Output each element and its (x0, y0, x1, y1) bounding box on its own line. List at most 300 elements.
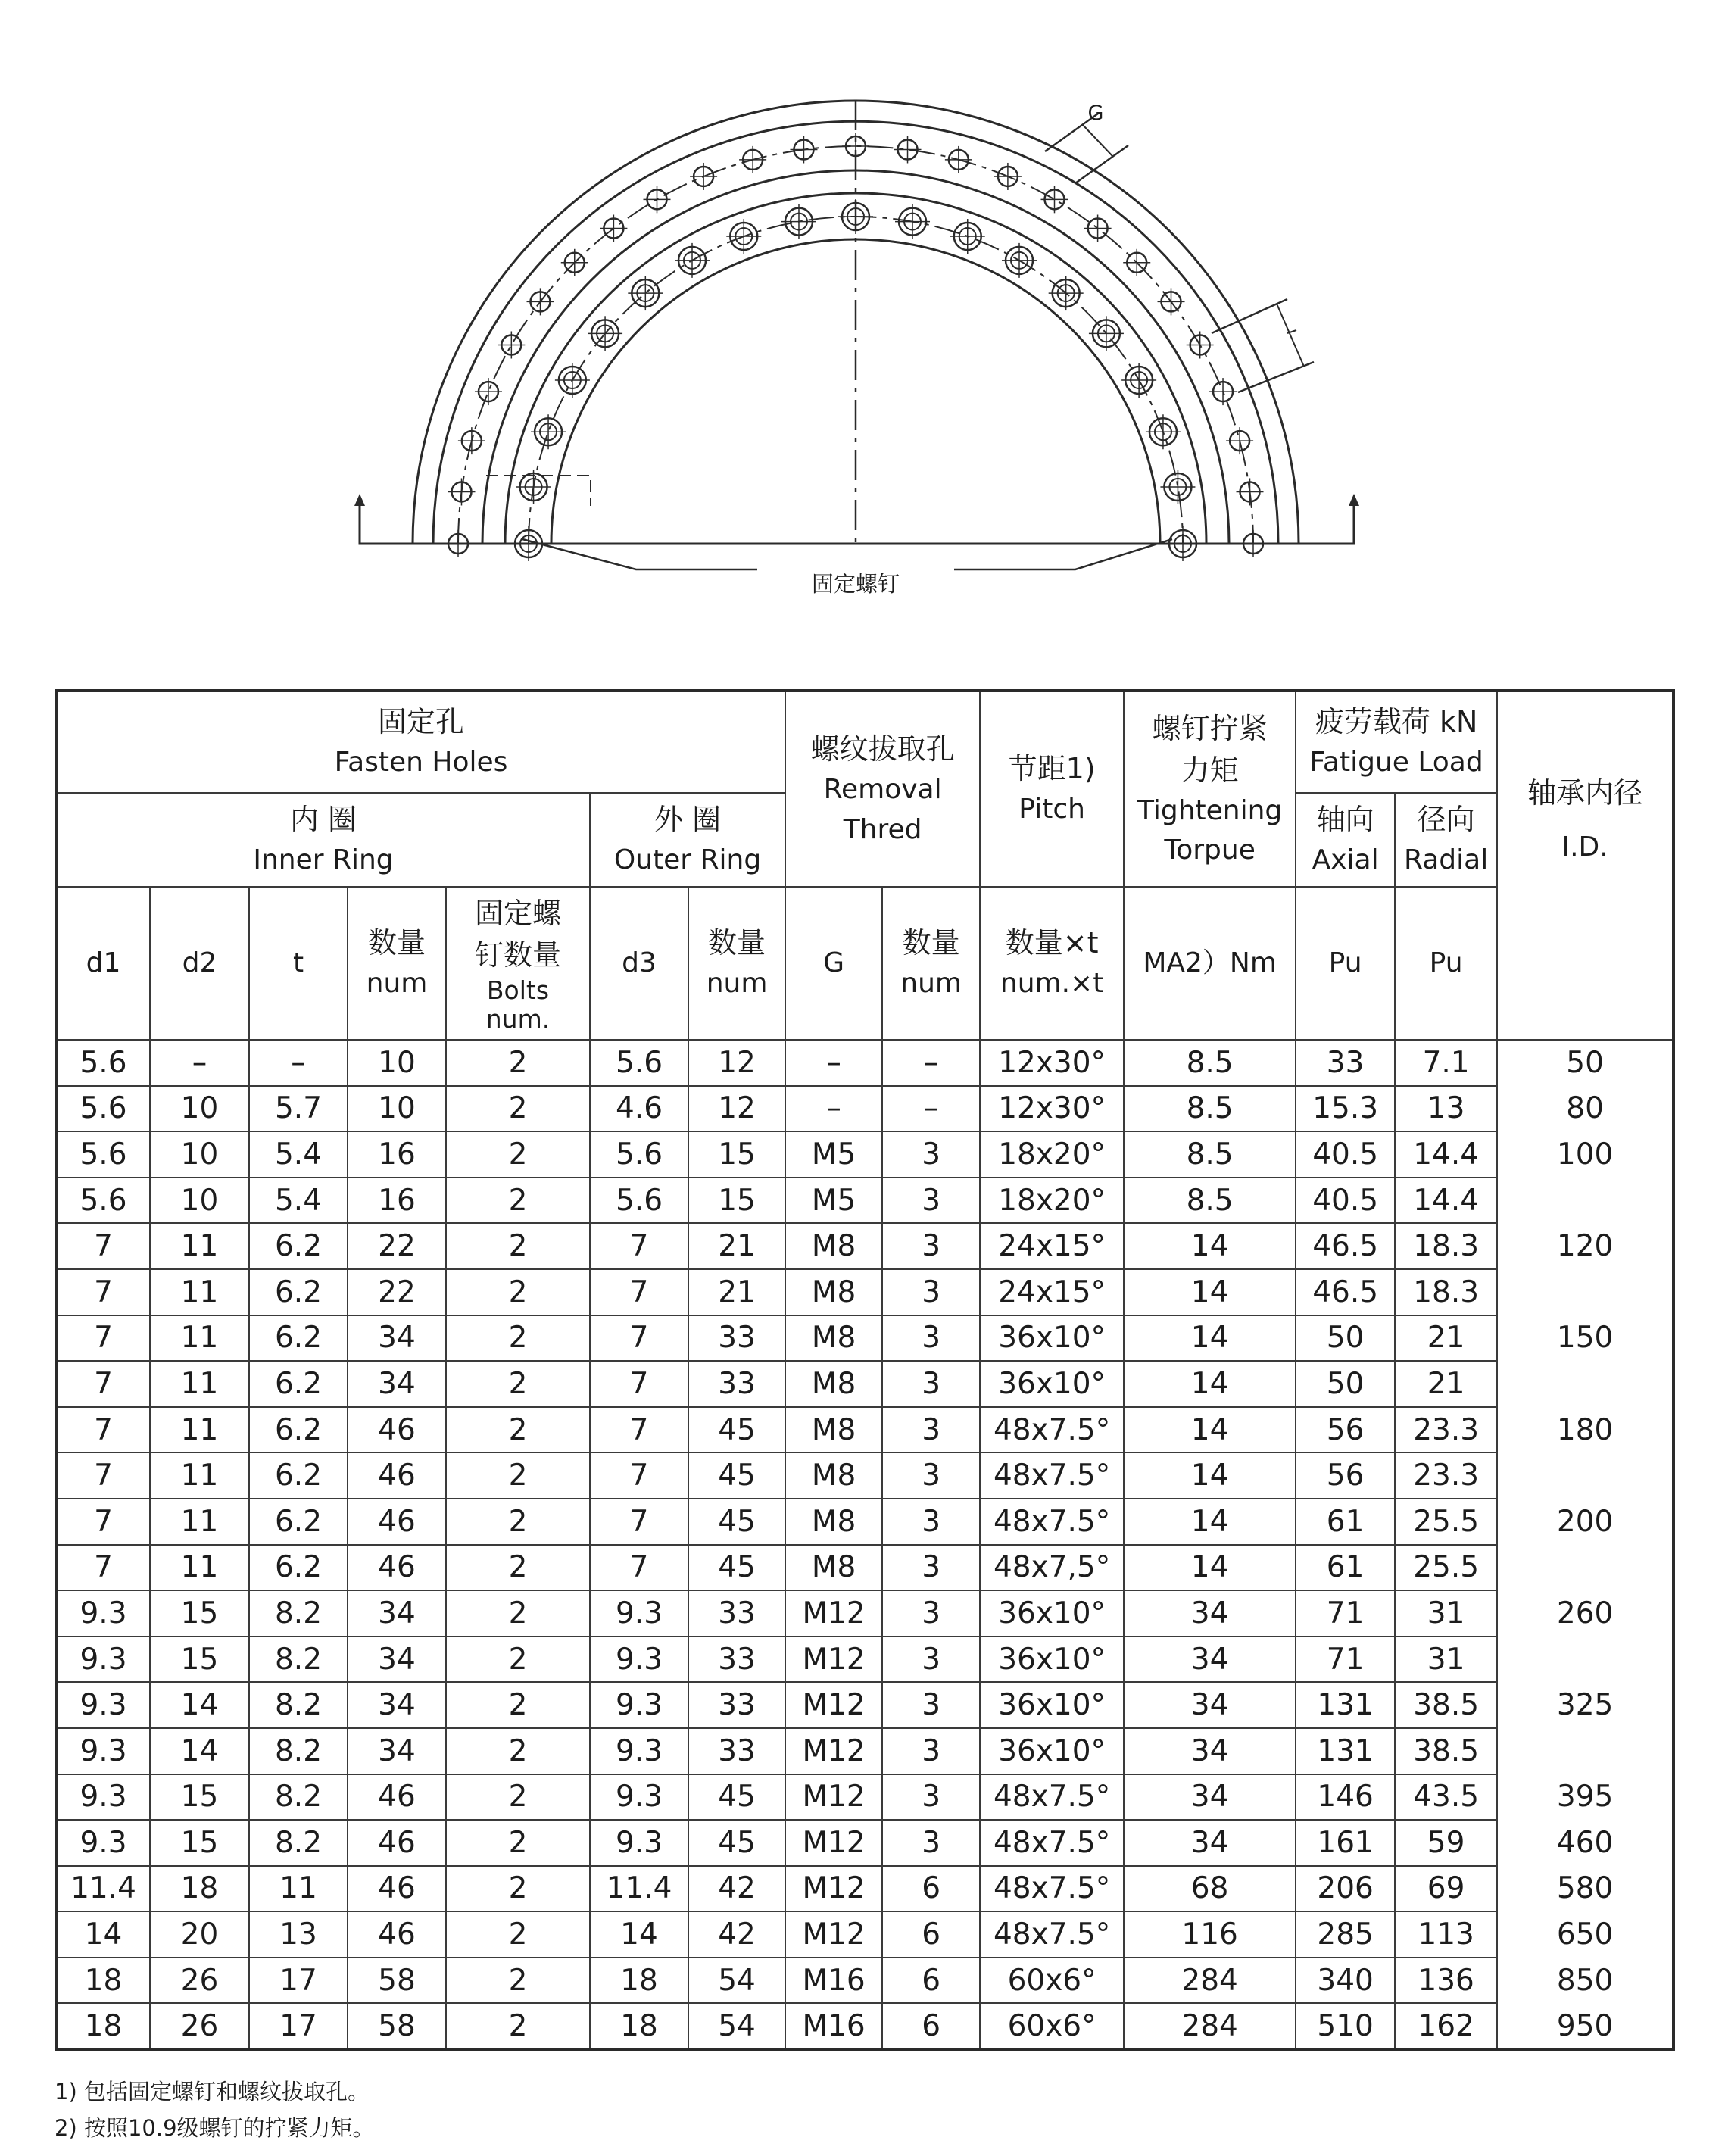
table-cell: 206 (1296, 1866, 1395, 1912)
table-cell: 7 (56, 1545, 150, 1591)
table-cell: 3 (882, 1728, 980, 1774)
table-cell: 7 (590, 1499, 688, 1545)
table-cell: 162 (1395, 2003, 1497, 2050)
table-row (56, 1086, 1674, 1132)
table-cell: 48x7.5° (980, 1407, 1124, 1453)
table-cell: M12 (785, 1866, 882, 1912)
table-row (56, 1178, 1674, 1224)
table-cell: 116 (1124, 1911, 1296, 1958)
table-cell: 3 (882, 1315, 980, 1362)
bolt-hole (1002, 243, 1037, 278)
table-cell: 14 (150, 1728, 249, 1774)
table-cell: 14.4 (1395, 1178, 1497, 1224)
table-cell: 850 (1497, 1958, 1674, 2004)
table-cell: 22 (348, 1223, 446, 1269)
table-cell: 31 (1395, 1590, 1497, 1637)
table-cell: 34 (1124, 1637, 1296, 1683)
table-cell: 36x10° (980, 1590, 1124, 1637)
table-cell: 580 (1497, 1866, 1674, 1912)
table-cell: M12 (785, 1590, 882, 1637)
table-cell: 2 (446, 1407, 590, 1453)
table-cell: 46.5 (1296, 1269, 1395, 1315)
bolt-hole (1041, 186, 1068, 213)
table-cell: 45 (688, 1545, 785, 1591)
table-cell: 2 (446, 1315, 590, 1362)
table-cell: 7 (590, 1407, 688, 1453)
col-d2: d2 (150, 887, 249, 1040)
table-cell: 36x10° (980, 1361, 1124, 1407)
table-cell: 14 (1124, 1545, 1296, 1591)
table-cell: M12 (785, 1728, 882, 1774)
bolt-hole (790, 136, 817, 163)
table-cell: 58 (348, 1958, 446, 2004)
table-cell: 15 (688, 1131, 785, 1178)
footnote-2: 2) 按照10.9级螺钉的拧紧力矩。 (55, 2115, 375, 2141)
table-cell: M8 (785, 1545, 882, 1591)
table-cell: 16 (348, 1131, 446, 1178)
table-cell: 7 (590, 1361, 688, 1407)
bolt-hole (895, 204, 930, 239)
table-cell: 9.3 (590, 1728, 688, 1774)
table-cell: – (785, 1040, 882, 1086)
table-cell: 7 (56, 1361, 150, 1407)
table-cell: 11 (150, 1499, 249, 1545)
table-row (56, 1911, 1674, 1958)
tightening-torque-header: 螺钉拧紧 力矩 Tightening Torpue (1124, 691, 1296, 887)
table-cell: 18x20° (980, 1131, 1124, 1178)
table-cell: 3 (882, 1407, 980, 1453)
table-row (56, 1131, 1674, 1178)
table-cell: 260 (1497, 1590, 1674, 1637)
table-cell: 2 (446, 1361, 590, 1407)
table-cell: 60x6° (980, 2003, 1124, 2050)
table-cell: 6 (882, 1958, 980, 2004)
table-cell: 48x7.5° (980, 1452, 1124, 1499)
table-cell: 2 (446, 1590, 590, 1637)
table-cell: 8.2 (249, 1637, 348, 1683)
bolt-hole (894, 136, 922, 163)
table-cell: 10 (348, 1086, 446, 1132)
table-cell: 2 (446, 1866, 590, 1912)
col-t: t (249, 887, 348, 1040)
table-cell: 9.3 (56, 1637, 150, 1683)
table-cell: M5 (785, 1178, 882, 1224)
table-cell: 48x7.5° (980, 1499, 1124, 1545)
bolt-hole (950, 219, 985, 254)
table-cell: 4.6 (590, 1086, 688, 1132)
table-cell: 3 (882, 1178, 980, 1224)
bolt-hole (628, 276, 663, 310)
footnotes (55, 2073, 375, 2146)
table-cell: M8 (785, 1223, 882, 1269)
table-row (56, 1820, 1674, 1866)
table-cell: 285 (1296, 1911, 1395, 1958)
bolt-hole (644, 186, 671, 213)
bolt-hole (690, 163, 717, 190)
table-cell: 950 (1497, 2003, 1674, 2050)
table-cell: 18x20° (980, 1178, 1124, 1224)
table-cell: – (882, 1040, 980, 1086)
table-row (56, 1407, 1674, 1453)
table-cell: 25.5 (1395, 1545, 1497, 1591)
table-cell: 13 (249, 1911, 348, 1958)
bolt-hole (1226, 427, 1253, 454)
col-d1: d1 (56, 887, 150, 1040)
table-cell: M12 (785, 1682, 882, 1728)
table-cell: 68 (1124, 1866, 1296, 1912)
table-cell: 34 (348, 1590, 446, 1637)
table-cell: 56 (1296, 1452, 1395, 1499)
table-cell: 36x10° (980, 1315, 1124, 1362)
table-cell: 26 (150, 2003, 249, 2050)
table-cell: 5.6 (590, 1178, 688, 1224)
table-cell: 2 (446, 1452, 590, 1499)
table-cell: 131 (1296, 1682, 1395, 1728)
table-cell: 5.4 (249, 1178, 348, 1224)
table-cell: M12 (785, 1774, 882, 1821)
table-cell: 17 (249, 1958, 348, 2004)
table-cell: – (249, 1040, 348, 1086)
table-cell: 15 (150, 1590, 249, 1637)
table-cell: 3 (882, 1820, 980, 1866)
table-cell: 7 (56, 1315, 150, 1362)
table-cell: 14 (1124, 1452, 1296, 1499)
table-cell: 34 (348, 1728, 446, 1774)
table-cell: 113 (1395, 1911, 1497, 1958)
bolt-hole (945, 146, 972, 173)
table-cell: 40.5 (1296, 1178, 1395, 1224)
table-cell: 2 (446, 1499, 590, 1545)
table-cell: 20 (150, 1911, 249, 1958)
table-cell: 10 (150, 1131, 249, 1178)
table-cell: 5.6 (56, 1131, 150, 1178)
table-cell: 12x30° (980, 1086, 1124, 1132)
table-cell: 14.4 (1395, 1131, 1497, 1178)
table-cell: 34 (1124, 1820, 1296, 1866)
table-cell: 2 (446, 1131, 590, 1178)
table-cell: 120 (1497, 1223, 1674, 1269)
table-cell: 45 (688, 1499, 785, 1545)
table-cell: 34 (1124, 1728, 1296, 1774)
table-row (56, 2003, 1674, 2050)
table-cell: 7 (56, 1407, 150, 1453)
table-cell (1497, 1178, 1674, 1224)
table-cell: M12 (785, 1820, 882, 1866)
table-cell: 33 (688, 1315, 785, 1362)
table-cell: 17 (249, 2003, 348, 2050)
table-cell: 46 (348, 1820, 446, 1866)
table-row (56, 1269, 1674, 1315)
table-cell: 18 (56, 2003, 150, 2050)
table-cell: 3 (882, 1590, 980, 1637)
fatigue-load-header: 疲劳载荷 kN Fatigue Load (1296, 691, 1497, 793)
table-cell: 46 (348, 1452, 446, 1499)
table-cell: 80 (1497, 1086, 1674, 1132)
table-cell: 71 (1296, 1637, 1395, 1683)
table-cell: 43.5 (1395, 1774, 1497, 1821)
table-cell: 18.3 (1395, 1269, 1497, 1315)
table-cell: 24x15° (980, 1269, 1124, 1315)
table-cell: 9.3 (56, 1820, 150, 1866)
table-cell: 45 (688, 1407, 785, 1453)
table-cell: 33 (688, 1682, 785, 1728)
bolt-hole (739, 146, 766, 173)
fix-screw-label: 固定螺钉 (811, 571, 900, 597)
table-cell: 11 (150, 1545, 249, 1591)
bolt-hole (675, 243, 710, 278)
footnote-1: 1) 包括固定螺钉和螺纹拔取孔。 (55, 2079, 370, 2105)
table-cell: 14 (1124, 1269, 1296, 1315)
table-cell: 6.2 (249, 1269, 348, 1315)
table-cell: 40.5 (1296, 1131, 1395, 1178)
table-row (56, 1637, 1674, 1683)
table-cell: 34 (348, 1637, 446, 1683)
bolt-hole (1084, 214, 1112, 242)
table-cell: 146 (1296, 1774, 1395, 1821)
table-cell: 34 (1124, 1774, 1296, 1821)
table-cell: 38.5 (1395, 1682, 1497, 1728)
table-cell: 3 (882, 1361, 980, 1407)
bolt-hole (448, 478, 475, 505)
table-cell: 650 (1497, 1911, 1674, 1958)
table-cell: 7 (590, 1545, 688, 1591)
table-cell: 3 (882, 1131, 980, 1178)
table-cell: 7 (590, 1315, 688, 1362)
table-cell: 9.3 (56, 1682, 150, 1728)
table-cell: 3 (882, 1637, 980, 1683)
table-cell: M8 (785, 1315, 882, 1362)
table-cell: 150 (1497, 1315, 1674, 1362)
bolt-hole (994, 163, 1022, 190)
table-cell: 33 (688, 1361, 785, 1407)
table-cell: 3 (882, 1223, 980, 1269)
table-cell: 13 (1395, 1086, 1497, 1132)
table-cell (1497, 1361, 1674, 1407)
table-cell: 45 (688, 1820, 785, 1866)
table-cell: 9.3 (56, 1728, 150, 1774)
table-cell: 11 (150, 1223, 249, 1269)
inner-ring-header: 内 圈 Inner Ring (56, 793, 590, 887)
table-cell: 56 (1296, 1407, 1395, 1453)
bolt-hole (1209, 378, 1237, 405)
table-cell: 284 (1124, 2003, 1296, 2050)
table-cell: M8 (785, 1452, 882, 1499)
table-cell: 2 (446, 1545, 590, 1591)
fasten-holes-header: 固定孔 Fasten Holes (56, 691, 785, 793)
table-cell (1497, 1545, 1674, 1591)
bolt-hole (1089, 316, 1124, 351)
table-cell: 3 (882, 1499, 980, 1545)
table-cell: 136 (1395, 1958, 1497, 2004)
axial-header: 轴向 Axial (1296, 793, 1395, 887)
table-row (56, 1866, 1674, 1912)
table-cell: 15 (688, 1178, 785, 1224)
radial-header: 径向 Radial (1395, 793, 1497, 887)
col-g: G (785, 887, 882, 1040)
table-cell: 48x7,5° (980, 1545, 1124, 1591)
table-cell: 6 (882, 1866, 980, 1912)
table-cell: 200 (1497, 1499, 1674, 1545)
table-row (56, 1040, 1674, 1086)
table-cell: 8.2 (249, 1590, 348, 1637)
ring-arc (433, 121, 1278, 544)
col-d3: d3 (590, 887, 688, 1040)
table-cell: 33 (688, 1637, 785, 1683)
table-row (56, 1361, 1674, 1407)
table-cell: 6.2 (249, 1315, 348, 1362)
table-cell: 38.5 (1395, 1728, 1497, 1774)
table-cell: 45 (688, 1452, 785, 1499)
table-cell: 18 (56, 1958, 150, 2004)
table-cell: 2 (446, 1086, 590, 1132)
bolt-hole (1237, 478, 1264, 505)
bolt-hole (526, 288, 554, 315)
table-cell: 8.5 (1124, 1086, 1296, 1132)
table-row (56, 1682, 1674, 1728)
table-cell: 6 (882, 2003, 980, 2050)
table-cell: 7 (590, 1452, 688, 1499)
table-cell: 21 (1395, 1315, 1497, 1362)
table-cell: M8 (785, 1269, 882, 1315)
table-cell: 8.5 (1124, 1178, 1296, 1224)
table-cell: 22 (348, 1269, 446, 1315)
table-cell: 46.5 (1296, 1223, 1395, 1269)
table-row (56, 1590, 1674, 1637)
table-cell: 14 (1124, 1315, 1296, 1362)
table-cell: 11.4 (590, 1866, 688, 1912)
table-cell: 61 (1296, 1545, 1395, 1591)
table-cell: 325 (1497, 1682, 1674, 1728)
table-cell: 42 (688, 1911, 785, 1958)
table-cell: 14 (590, 1911, 688, 1958)
bolt-hole (726, 219, 761, 254)
table-cell: 131 (1296, 1728, 1395, 1774)
bolt-hole (1049, 276, 1084, 310)
table-cell: 6.2 (249, 1452, 348, 1499)
table-row (56, 1728, 1674, 1774)
table-row (56, 1958, 1674, 2004)
table-cell: 21 (1395, 1361, 1497, 1407)
table-cell (1497, 1452, 1674, 1499)
table-cell: 11 (150, 1452, 249, 1499)
table-cell: 34 (348, 1315, 446, 1362)
bolt-hole (1160, 470, 1195, 504)
table-row (56, 1223, 1674, 1269)
col-removal-num: 数量 num (882, 887, 980, 1040)
table-cell: 7 (56, 1499, 150, 1545)
g-label: G (1087, 101, 1104, 125)
table-cell: 2 (446, 2003, 590, 2050)
table-cell: 11 (150, 1315, 249, 1362)
table-cell: 23.3 (1395, 1452, 1497, 1499)
table-row (56, 1545, 1674, 1591)
table-cell (1497, 1728, 1674, 1774)
table-cell: M8 (785, 1361, 882, 1407)
table-cell: 46 (348, 1866, 446, 1912)
table-cell: 24x15° (980, 1223, 1124, 1269)
table-cell: 5.6 (56, 1040, 150, 1086)
table-cell: 16 (348, 1178, 446, 1224)
table-cell: 3 (882, 1682, 980, 1728)
table-cell: M12 (785, 1637, 882, 1683)
table-cell: 42 (688, 1866, 785, 1912)
table-cell: 21 (688, 1269, 785, 1315)
table-cell: 60x6° (980, 1958, 1124, 2004)
table-cell: 9.3 (590, 1682, 688, 1728)
table-cell: 9.3 (56, 1590, 150, 1637)
table-cell: 58 (348, 2003, 446, 2050)
table-cell: 14 (1124, 1223, 1296, 1269)
bolt-hole (1146, 414, 1181, 449)
table-cell: M16 (785, 1958, 882, 2004)
table-cell: 340 (1296, 1958, 1395, 2004)
table-cell: 2 (446, 1820, 590, 1866)
outer-ring-header: 外 圈 Outer Ring (590, 793, 785, 887)
table-cell: 5.6 (56, 1178, 150, 1224)
table-cell: 6.2 (249, 1407, 348, 1453)
table-cell: 2 (446, 1040, 590, 1086)
table-cell: 2 (446, 1223, 590, 1269)
table-cell: 11.4 (56, 1866, 150, 1912)
table-cell: 15.3 (1296, 1086, 1395, 1132)
table-cell: 8.2 (249, 1682, 348, 1728)
table-cell (1497, 1269, 1674, 1315)
table-cell: 10 (348, 1040, 446, 1086)
table-cell: 14 (1124, 1361, 1296, 1407)
table-cell: 59 (1395, 1820, 1497, 1866)
table-cell: 2 (446, 1728, 590, 1774)
table-cell: 5.4 (249, 1131, 348, 1178)
table-cell: 8.2 (249, 1728, 348, 1774)
table-cell: 18.3 (1395, 1223, 1497, 1269)
table-cell: 3 (882, 1269, 980, 1315)
table-cell: 34 (348, 1682, 446, 1728)
table-cell: M8 (785, 1407, 882, 1453)
table-cell: 9.3 (590, 1820, 688, 1866)
bolt-hole (458, 427, 485, 454)
bolt-hole (1187, 332, 1214, 359)
table-cell: 11 (150, 1361, 249, 1407)
table-cell: M5 (785, 1131, 882, 1178)
table-cell: 33 (688, 1590, 785, 1637)
table-row (56, 1499, 1674, 1545)
table-cell: 46 (348, 1499, 446, 1545)
table-cell: 36x10° (980, 1728, 1124, 1774)
table-cell: 395 (1497, 1774, 1674, 1821)
table-cell: 5.6 (590, 1131, 688, 1178)
table-cell: 5.6 (590, 1040, 688, 1086)
table-cell: 2 (446, 1911, 590, 1958)
bolt-hole (1121, 363, 1156, 398)
bolt-holes (445, 133, 1267, 561)
table-cell: M8 (785, 1499, 882, 1545)
table-cell: 2 (446, 1178, 590, 1224)
table-body (56, 1040, 1674, 2050)
table-cell: 21 (688, 1223, 785, 1269)
table-cell: 6.2 (249, 1499, 348, 1545)
table-cell: 7 (590, 1269, 688, 1315)
col-bolts-num: 固定螺 钉数量 Bolts num. (446, 887, 590, 1040)
bearing-drawing (0, 0, 1725, 666)
table-row (56, 1315, 1674, 1362)
table-cell: 36x10° (980, 1637, 1124, 1683)
table-cell: 8.5 (1124, 1131, 1296, 1178)
table-cell: 180 (1497, 1407, 1674, 1453)
table-cell: 10 (150, 1178, 249, 1224)
table-cell: 14 (56, 1911, 150, 1958)
col-torque: MA2）Nm (1124, 887, 1296, 1040)
table-cell: 161 (1296, 1820, 1395, 1866)
